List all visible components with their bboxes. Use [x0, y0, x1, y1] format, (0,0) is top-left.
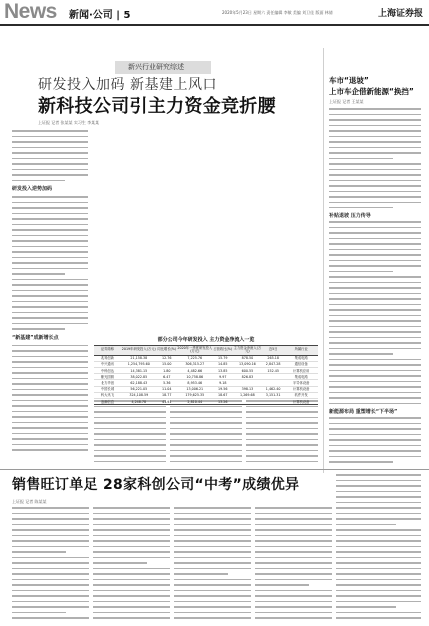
table-cell: 13.85: [213, 367, 233, 373]
table-cell: 集成电路: [284, 374, 318, 380]
table-cell: 9.18: [213, 380, 233, 386]
sidebar-headline-1: 车市“退坡”: [329, 76, 369, 85]
table-cell: 15.00: [157, 361, 177, 367]
table-cell: 10,758.86: [177, 374, 213, 380]
table-cell: 152.45: [262, 367, 284, 373]
sidebar-body-2: [329, 221, 421, 405]
table-cell: 1,254,795.60: [121, 361, 157, 367]
table-cell: 计算机设备: [284, 398, 318, 404]
table-cell: 62,188.43: [121, 380, 157, 386]
table-cell: 软件开发: [284, 392, 318, 398]
table-cell: 紫光国微: [94, 374, 121, 380]
table-cell: 1,462.40: [262, 386, 284, 392]
table-cell: 15.79: [213, 355, 233, 361]
table-cell: 265.18: [262, 355, 284, 361]
table-title: 部分公司今年研发投入 主力资金净流入一览: [157, 337, 255, 343]
table-cell: 6.47: [157, 374, 177, 380]
table-cell: 1.80: [157, 367, 177, 373]
table-cell: 13,090.16: [233, 361, 262, 367]
sidebar-subhead-2: 新能源布局 重塑增长“下半场”: [329, 409, 398, 415]
table-cell: 浪潮信息: [94, 398, 121, 404]
column-divider: [323, 48, 324, 473]
table-cell: 826.83: [233, 374, 262, 380]
table-cell: 13,006.21: [177, 386, 213, 392]
table-cell: 13.26: [213, 398, 233, 404]
lead-subhead-1: 研发投入逆势加码: [12, 186, 53, 192]
second-column-1: [12, 507, 89, 622]
table-cell: 2,810.44: [177, 398, 213, 404]
table-cell: 14.85: [213, 361, 233, 367]
table-cell: 14,381.15: [121, 367, 157, 373]
section-logo: News: [4, 0, 57, 23]
table-cell: 7,225.76: [177, 355, 213, 361]
table-cell: 8,953.46: [177, 380, 213, 386]
table-cell: 计算机设备: [284, 386, 318, 392]
table-cell: 兆易创新: [94, 355, 121, 361]
lead-kicker: 研发投入加码 新基建上风口: [38, 77, 217, 93]
sidebar-body-3: [329, 417, 421, 465]
table-cell: 306,315.27: [177, 361, 213, 367]
table-cell: 18.77: [157, 392, 177, 398]
table-header-cell: 2020年一季度研发投入(万元): [177, 345, 213, 354]
table-cell: 600.55: [233, 367, 262, 373]
table-header-cell: 证券简称: [94, 346, 121, 356]
table-cell: 18.67: [213, 392, 233, 398]
table-cell: 2,847.28: [262, 361, 284, 367]
table-cell: 集成电路: [284, 355, 318, 361]
table-cell: 38,022.85: [121, 374, 157, 380]
sidebar-byline: 上证报 记者 王某某: [329, 99, 364, 104]
second-column-5: [336, 474, 421, 622]
table-header-cell: 同比增长(%): [157, 346, 177, 356]
table-cell: 中科创达: [94, 367, 121, 373]
section-divider: [0, 469, 429, 470]
table-header-cell: 近5日: [262, 346, 284, 356]
table-cell: 9.97: [213, 374, 233, 380]
table-cell: 878.50: [233, 355, 262, 361]
fund-flow-table: [94, 345, 318, 405]
table-header-cell: 2019年研发投入(万元): [121, 346, 157, 356]
section-title: 新闻·公司 | 5: [69, 10, 131, 21]
sidebar-subhead-1: 补贴退坡 压力传导: [329, 213, 371, 219]
table-cell: 3,151.31: [262, 392, 284, 398]
table-cell: 19.56: [213, 386, 233, 392]
table-cell: [262, 398, 284, 404]
newspaper-name: 上海证券报: [378, 9, 424, 19]
issue-meta: 2020年5月23日 星期六 责任编辑 李敏 美编 刘卫佳 版面 林倩: [222, 10, 333, 15]
table-cell: [233, 398, 262, 404]
table-header-cell: 所属行业: [284, 346, 318, 356]
second-column-4: [255, 507, 332, 622]
page-number: 5: [123, 10, 131, 21]
table-cell: 179,625.35: [177, 392, 213, 398]
table-cell: 56,221.05: [121, 386, 157, 392]
second-column-2: [93, 507, 170, 622]
table-cell: 5.36: [157, 380, 177, 386]
table-cell: 半导体设备: [284, 380, 318, 386]
table-cell: 4,482.66: [177, 367, 213, 373]
lead-column-3: [170, 400, 242, 464]
table-cell: 北方华创: [94, 380, 121, 386]
lead-column-4: [246, 400, 318, 464]
table-header-row: [94, 346, 318, 356]
table-cell: 12.76: [157, 355, 177, 361]
lead-subhead-2: “新基建”成新增长点: [12, 334, 59, 341]
sidebar-body-1: [329, 108, 421, 208]
masthead: [0, 0, 429, 26]
table-cell: 中兴通讯: [94, 361, 121, 367]
story-tag: 新兴行业研究综述: [128, 63, 184, 71]
table-row: [94, 398, 318, 404]
table-cell: 计算机应用: [284, 367, 318, 373]
section-name: 新闻·公司: [69, 10, 113, 21]
table-cell: 41.91: [157, 398, 177, 404]
sidebar-headline-2: 上市车企借新能源“换挡”: [329, 87, 414, 96]
table-cell: 398.13: [233, 386, 262, 392]
lead-column-2: [94, 400, 166, 464]
table-header-cell: 占营收比(%): [213, 346, 233, 356]
table-cell: 科大讯飞: [94, 392, 121, 398]
lead-headline: 新科技公司引主力资金竞折腰: [38, 96, 276, 117]
table-cell: 11.04: [157, 386, 177, 392]
table-header-cell: 主力资金净流入(万元): [233, 345, 262, 354]
second-column-3: [174, 507, 251, 622]
table-cell: 324,108.59: [121, 392, 157, 398]
second-headline: 销售旺订单足 28家科创公司“中考”成绩优异: [12, 477, 300, 493]
lead-byline: 上证报 记者 张某某 实习生 李某某: [38, 120, 100, 125]
table-cell: 1,269.68: [233, 392, 262, 398]
table-cell: 通信设备: [284, 361, 318, 367]
second-byline: 上证报 记者 陈某某: [12, 499, 47, 504]
table-cell: 4,248.78: [121, 398, 157, 404]
table-cell: 中国长城: [94, 386, 121, 392]
lead-column-1: [12, 130, 88, 465]
table-cell: 21,158.38: [121, 355, 157, 361]
